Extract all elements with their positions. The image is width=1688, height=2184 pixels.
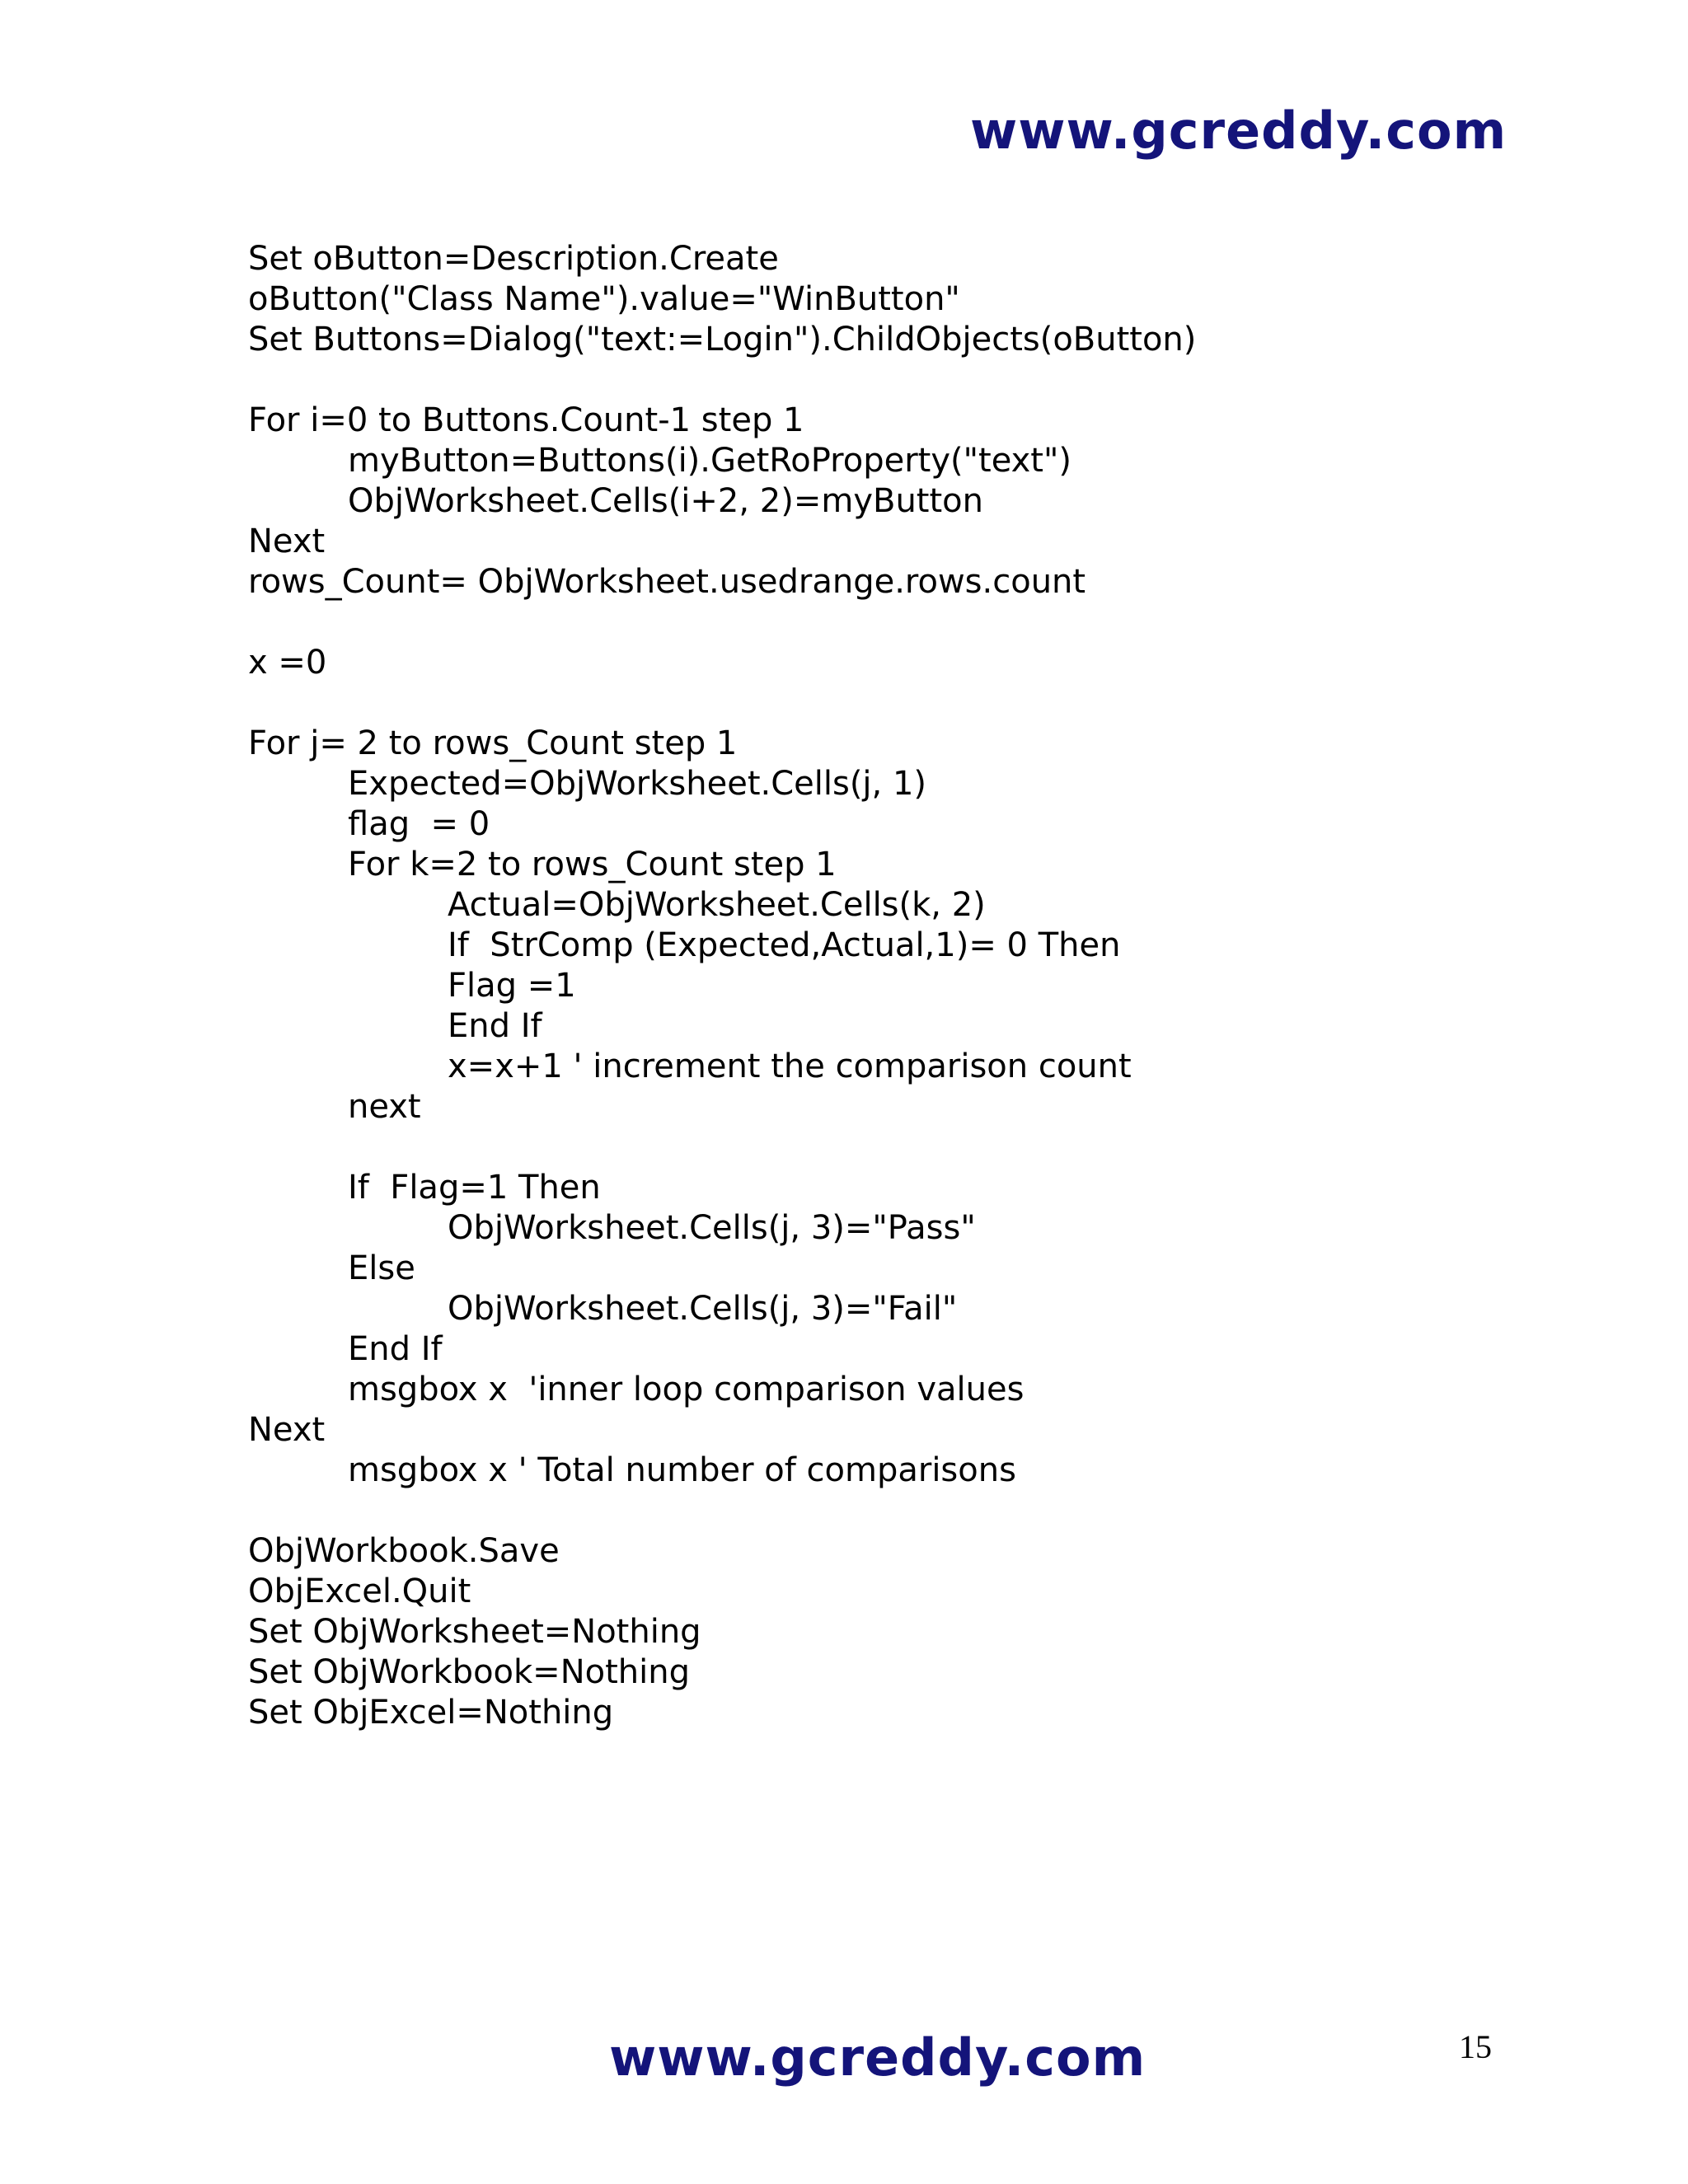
code-line: End If — [448, 1007, 542, 1045]
code-line: For i=0 to Buttons.Count-1 step 1 — [248, 401, 804, 439]
code-line: Expected=ObjWorksheet.Cells(j, 1) — [348, 765, 927, 803]
code-line: If StrComp (Expected,Actual,1)= 0 Then — [448, 926, 1121, 964]
code-blank-line — [248, 602, 1608, 643]
code-line: oButton("Class Name").value="WinButton" — [248, 280, 960, 318]
code-line: For j= 2 to rows_Count step 1 — [248, 724, 738, 762]
code-line: End If — [348, 1330, 443, 1368]
code-blank-line — [248, 683, 1608, 724]
code-line: Set Buttons=Dialog("text:=Login").ChildObjects(oButton) — [248, 321, 1197, 359]
code-line: Actual=ObjWorksheet.Cells(k, 2) — [448, 886, 986, 924]
code-line: msgbox x ' Total number of comparisons — [348, 1451, 1016, 1489]
code-blank-line — [248, 1491, 1608, 1531]
code-line: Set ObjWorksheet=Nothing — [248, 1613, 701, 1651]
code-line: ObjWorksheet.Cells(i+2, 2)=myButton — [348, 482, 983, 520]
code-line: ObjWorksheet.Cells(j, 3)="Fail" — [448, 1290, 958, 1328]
code-line: myButton=Buttons(i).GetRoProperty("text") — [348, 442, 1071, 480]
code-line: Flag =1 — [448, 967, 576, 1005]
code-line: ObjWorkbook.Save — [248, 1532, 560, 1570]
code-line: For k=2 to rows_Count step 1 — [348, 846, 837, 883]
code-line: next — [348, 1088, 421, 1126]
header-site-link[interactable]: www.gcreddy.com — [970, 101, 1507, 161]
code-line: x =0 — [248, 644, 327, 682]
footer-site-link[interactable]: www.gcreddy.com — [609, 2027, 1146, 2088]
code-line: ObjExcel.Quit — [248, 1572, 471, 1610]
code-line: Set oButton=Description.Create — [248, 240, 779, 278]
page-number: 15 — [1459, 2028, 1492, 2065]
code-blank-line — [248, 1127, 1608, 1168]
code-line: ObjWorksheet.Cells(j, 3)="Pass" — [448, 1209, 976, 1247]
code-line: Else — [348, 1249, 415, 1287]
code-listing — [248, 239, 1608, 1733]
code-blank-line — [248, 360, 1608, 401]
code-line: rows_Count= ObjWorksheet.usedrange.rows.count — [248, 563, 1086, 601]
code-line: Next — [248, 1411, 326, 1449]
code-line: If Flag=1 Then — [348, 1169, 601, 1207]
code-line: Next — [248, 523, 326, 560]
code-line: Set ObjExcel=Nothing — [248, 1694, 614, 1732]
code-line: flag = 0 — [348, 805, 490, 843]
code-line: x=x+1 ' increment the comparison count — [448, 1047, 1132, 1085]
code-line: Set ObjWorkbook=Nothing — [248, 1653, 690, 1691]
code-line: msgbox x 'inner loop comparison values — [348, 1371, 1025, 1408]
